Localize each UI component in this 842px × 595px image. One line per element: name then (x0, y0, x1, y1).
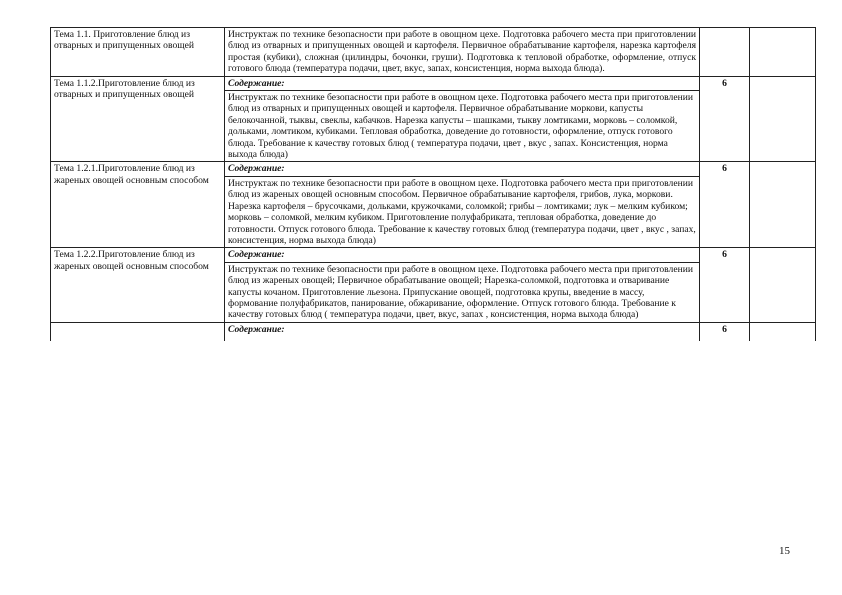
content-cell: Инструктаж по технике безопасности при работе в овощном цехе. Подготовка рабочего места при приготовлении блюд из жареных овощей; Первичное обрабатывание овощей; Нарезка-соломкой, подготовка и отваривание капусты кочаном. Приготовление льезона. Припускание овощей, подготовка крупы, введение в массу, формование полуфабрикатов, панирование, обжаривание, оформление. Отпуск готового блюда. Требование к качеству готовых блюд ( температура подачи, цвет, вкус, запах , консистенция, норма выхода блюда) (225, 262, 700, 322)
hours-cell: 6 (700, 248, 750, 322)
level-cell (750, 162, 816, 248)
curriculum-table (50, 27, 816, 341)
content-cell: Инструктаж по технике безопасности при работе в овощном цехе. Подготовка рабочего места при приготовлении блюд из жареных овощей основным способом. Первичное обрабатывание картофеля, грибов, лука, моркови. Нарезка картофеля – брусочками, дольками, кружочками, соломкой; грибы – ломтиками; лук – мелким кубиком; морковь – соломкой, мелким кубиком. Приготовление полуфабриката, тепловая обработка, доведение до готовности. Отпуск готового блюда. Требование к качеству готовых блюд (температура подачи, цвет , вкус , запах, консистенция, норма выхода блюда) (225, 176, 700, 247)
table-row (51, 248, 816, 262)
content-cell: Инструктаж по технике безопасности при работе в овощном цехе. Подготовка рабочего места при приготовлении блюд из отварных и припущенных овощей и картофеля. Первичное обрабатывание моркови, капусты белокочанной, тыквы, свеклы, кабачков. Нарезка капусты – шашками, тыкву ломтиками, морковь – соломкой, дольками, ломтиком, кубиками. Тепловая обработка, доведение до готовности, оформление, отпуск готового блюда. Требование к качеству готовых блюд ( температура подачи, цвет , вкус , запах. Консистенция, норма выхода блюда) (225, 91, 700, 162)
level-cell (750, 76, 816, 162)
level-cell (750, 248, 816, 322)
content-header: Содержание: (225, 322, 700, 341)
hours-cell (700, 28, 750, 77)
hours-cell: 6 (700, 76, 750, 162)
content-header: Содержание: (225, 248, 700, 262)
table-row (51, 76, 816, 90)
page-number: 15 (779, 545, 790, 557)
content-header: Содержание: (225, 76, 700, 90)
hours-cell: 6 (700, 162, 750, 248)
topic-cell: Тема 1.1.2.Приготовление блюд из отварных и припущенных овощей (51, 76, 225, 162)
table-row (51, 28, 816, 77)
topic-cell: Тема 1.2.2.Приготовление блюд из жареных овощей основным способом (51, 248, 225, 322)
table-row (51, 162, 816, 176)
content-cell: Инструктаж по технике безопасности при работе в овощном цехе. Подготовка рабочего места при приготовлении блюд из отварных и припущенных овощей и картофеля. Первичное обрабатывание картофеля, нарезка картофеля простая (кубики), сложная (цилиндры, бочонки, груши). Подготовка к тепловой обработке, оформление, отпуск готового блюда (температура подачи, цвет, вкус, запах, консистенция, норма выхода блюда). (225, 28, 700, 77)
content-header: Содержание: (225, 162, 700, 176)
hours-cell: 6 (700, 322, 750, 341)
level-cell (750, 28, 816, 77)
topic-cell (51, 322, 225, 341)
topic-cell: Тема 1.2.1.Приготовление блюд из жареных овощей основным способом (51, 162, 225, 248)
level-cell (750, 322, 816, 341)
topic-cell: Тема 1.1. Приготовление блюд из отварных и припущенных овощей (51, 28, 225, 77)
table-row (51, 322, 816, 341)
